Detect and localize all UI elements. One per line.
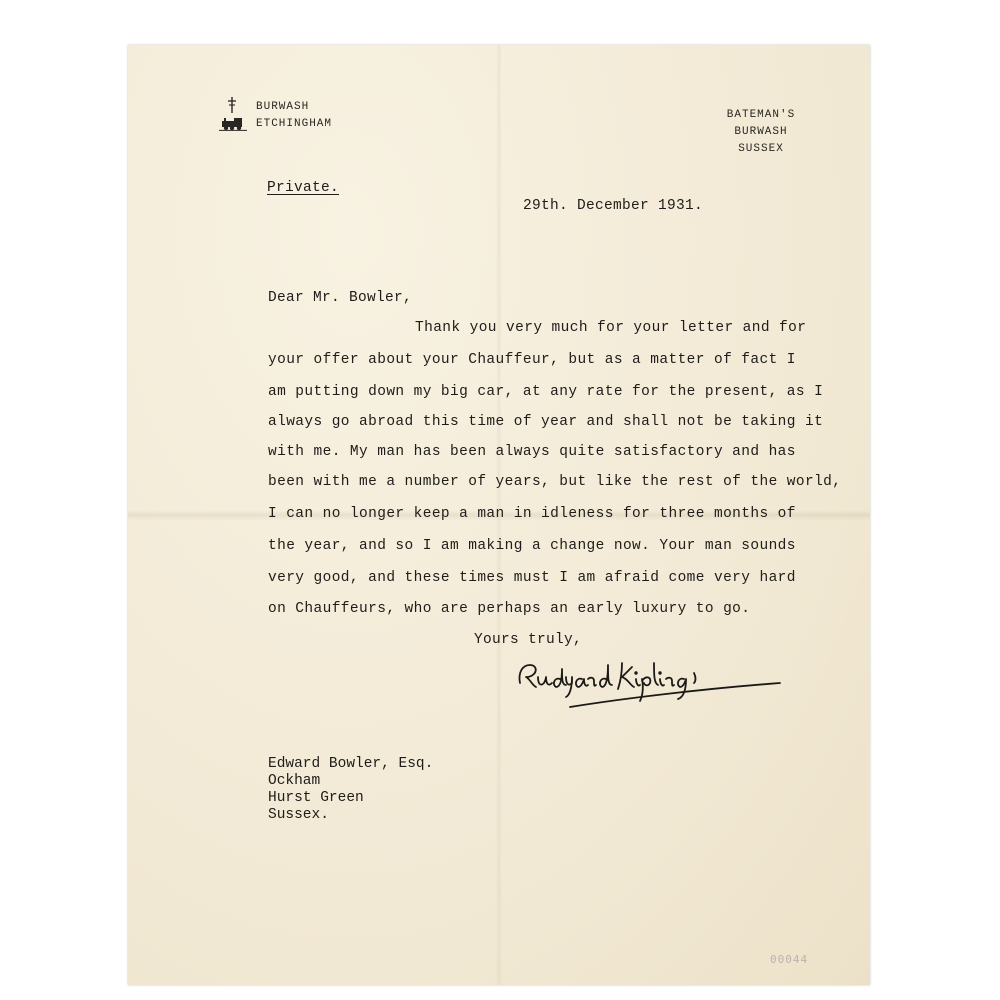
letterhead-right-line3: SUSSEX (738, 143, 784, 155)
signature (510, 655, 790, 720)
locomotive-icon (219, 117, 247, 136)
letterhead-left (256, 99, 332, 133)
archive-mark: 00044 (770, 953, 809, 966)
letterhead-left-line2: ETCHINGHAM (256, 118, 333, 130)
cross-icon (226, 96, 238, 119)
closing: Yours truly, (474, 632, 583, 648)
body-line: I can no longer keep a man in idleness for three months of (268, 506, 796, 522)
body-line: with me. My man has been always quite satisfactory and has (268, 444, 796, 460)
body-line: the year, and so I am making a change now. Your man sounds (268, 538, 796, 554)
body-line: Thank you very much for your letter and for (415, 320, 807, 336)
letterhead-right (716, 107, 806, 158)
recipient-block (268, 756, 433, 824)
body-line: always go abroad this time of year and shall not be taking it (268, 414, 824, 430)
letter-date: 29th. December 1931. (523, 198, 704, 214)
body-line: your offer about your Chauffeur, but as a matter of fact I (268, 352, 796, 368)
recipient-line: Ockham (268, 773, 321, 789)
letterhead-left-line1: BURWASH (256, 101, 310, 113)
salutation: Dear Mr. Bowler, (268, 290, 413, 306)
recipient-name: Edward Bowler, Esq. (268, 756, 434, 772)
private-marking: Private. (267, 180, 340, 196)
body-line: very good, and these times must I am afraid come very hard (268, 570, 796, 586)
letterhead-right-line1: BATEMAN'S (726, 109, 796, 121)
body-line: on Chauffeurs, who are perhaps an early luxury to go. (268, 601, 751, 617)
body-line: been with me a number of years, but like the rest of the world, (268, 474, 842, 490)
recipient-line: Hurst Green (268, 790, 364, 806)
body-line: am putting down my big car, at any rate for the present, as I (268, 384, 824, 400)
recipient-line: Sussex. (268, 807, 329, 823)
letterhead-right-line2: BURWASH (734, 126, 788, 138)
